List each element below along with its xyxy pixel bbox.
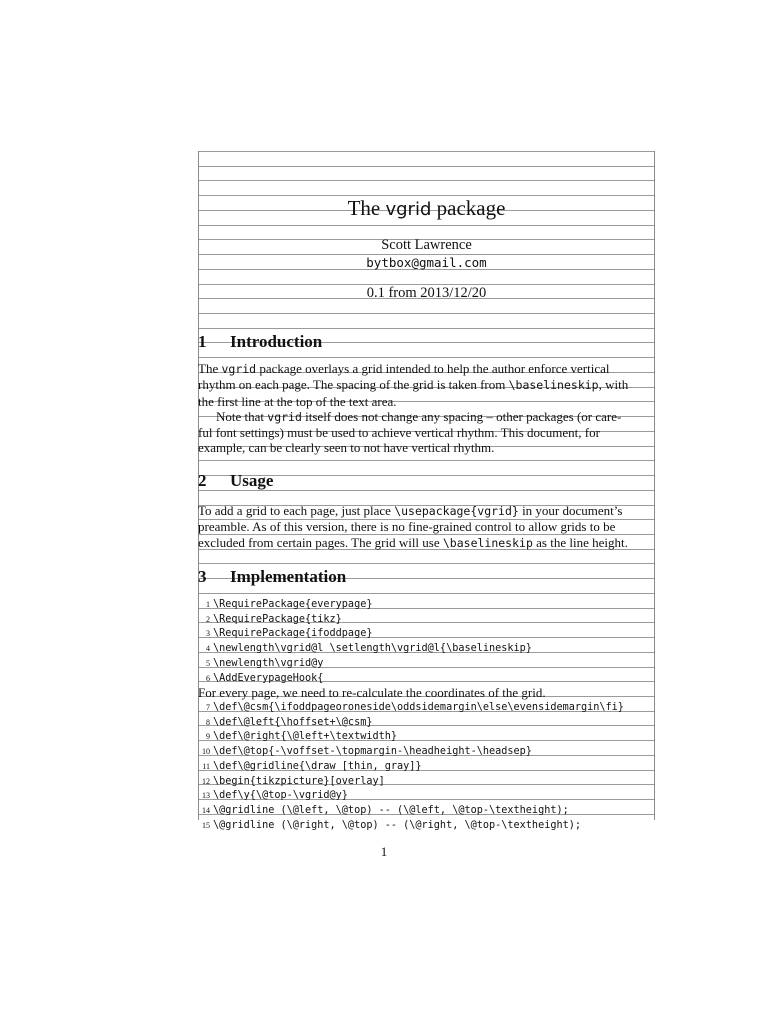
code-text: \def\y{\@top-\vgrid@y}: [213, 790, 348, 802]
title-suffix: package: [431, 196, 506, 220]
author-email: bytbox@gmail.com: [366, 255, 487, 270]
text-line: The vgrid package overlays a grid intended to help the author enforce vertical: [198, 361, 610, 376]
code-line: [198, 641, 655, 656]
line-number: 3: [206, 629, 210, 639]
code-line: [198, 759, 655, 774]
text-line: excluded from certain pages. The grid will use \baselineskip as the line height.: [198, 534, 628, 550]
line-number: 5: [206, 658, 210, 668]
page-number: 1: [380, 844, 388, 859]
line-number: 13: [202, 791, 210, 801]
section-heading-usage: [198, 470, 273, 492]
code-line: [198, 774, 655, 789]
text-line: preamble. As of this version, there is no fine-grained control to allow grids to be: [198, 519, 616, 535]
code-text: \def\@top{-\voffset-\topmargin-\headheight-\headsep}: [213, 746, 532, 758]
text-line: example, can be clearly seen to not have vertical rhythm.: [198, 440, 495, 456]
title-prefix: The: [347, 196, 386, 220]
code-line: [198, 715, 655, 730]
text-line: For every page, we need to re-calculate the coordinates of the grid.: [198, 685, 546, 700]
usage-paragraph: [198, 503, 655, 551]
code-text: \newlength\vgrid@y: [213, 657, 324, 669]
line-number: 10: [202, 747, 210, 757]
code-text: \def\@left{\hoffset+\@csm}: [213, 716, 373, 728]
section-title: Usage: [230, 471, 274, 490]
text-line: the first line at the top of the text area.: [198, 393, 397, 409]
code-text: \newlength\vgrid@l \setlength\vgrid@l{\baselineskip}: [213, 643, 532, 655]
code-text: \def\@gridline{\draw [thin, gray]}: [213, 760, 422, 772]
code-line: [198, 671, 655, 686]
section-number: 3: [198, 567, 207, 586]
code-line: [198, 597, 655, 612]
section-title: Implementation: [230, 567, 347, 586]
code-line: [198, 612, 655, 627]
section-title: Introduction: [230, 332, 323, 351]
section-number: 2: [198, 471, 207, 490]
code-text: \RequirePackage{tikz}: [213, 613, 342, 625]
code-text: \def\@right{\@left+\textwidth}: [213, 731, 398, 743]
code-text: \RequirePackage{everypage}: [213, 599, 373, 610]
intro-paragraph: [198, 361, 655, 456]
line-number: 14: [202, 805, 210, 815]
text-line: To add a grid to each page, just place \usepackage{vgrid} in your document’s: [198, 503, 623, 518]
line-number: 15: [202, 820, 210, 830]
text-line: rhythm on each page. The spacing of the grid is taken from \baselineskip, with: [198, 377, 629, 393]
code-text: \@gridline (\@right, \@top) -- (\@right, \@top-\textheight);: [213, 819, 582, 831]
code-line: [198, 656, 655, 671]
code-text: \AddEverypageHook{: [213, 672, 324, 684]
code-text: \@gridline (\@left, \@top) -- (\@left, \@top-\textheight);: [213, 804, 569, 816]
implementation-paragraph: [198, 685, 655, 700]
line-number: 4: [206, 644, 210, 654]
text-line: Note that vgrid itself does not change any spacing – other packages (or care-: [216, 408, 622, 424]
code-line: [198, 729, 655, 744]
code-line: [198, 803, 655, 818]
code-line: [198, 700, 655, 715]
code-text: \begin{tikzpicture}[overlay]: [213, 775, 385, 787]
code-text: \RequirePackage{ifoddpage}: [213, 628, 373, 640]
section-heading-implementation: [198, 566, 346, 588]
code-line: [198, 818, 655, 833]
section-number: 1: [198, 332, 207, 351]
text-line: ful font settings) must be used to achieve vertical rhythm. This document, for: [198, 425, 600, 441]
title-package-name: vgrid: [385, 199, 432, 220]
line-number: 6: [206, 673, 210, 683]
line-number: 2: [206, 614, 210, 624]
section-heading-introduction: [198, 331, 322, 353]
version-date: 0.1 from 2013/12/20: [366, 285, 487, 301]
code-line: [198, 788, 655, 803]
code-line: [198, 626, 655, 641]
code-line: [198, 744, 655, 759]
code-text: \def\@csm{\ifoddpageoroneside\oddsidemargin\else\evensidemargin\fi}: [213, 702, 624, 713]
author-name: Scott Lawrence: [381, 237, 472, 253]
line-number: 11: [202, 761, 210, 771]
line-number: 7: [206, 703, 210, 712]
line-number: 8: [206, 717, 210, 727]
line-number: 1: [206, 600, 210, 609]
line-number: 9: [206, 732, 210, 742]
document-title: [198, 195, 655, 223]
line-number: 12: [202, 776, 210, 786]
